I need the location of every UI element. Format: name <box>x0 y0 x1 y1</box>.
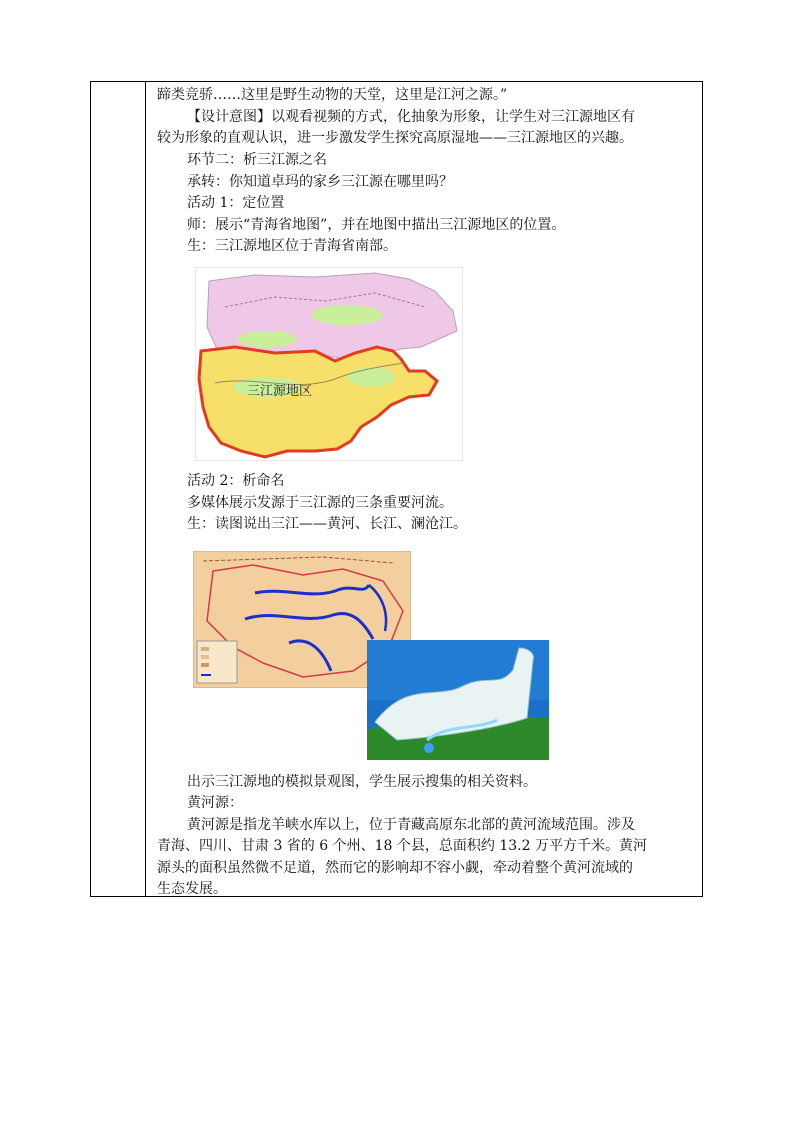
text-line: 生：三江源地区位于青海省南部。 <box>187 238 397 254</box>
section-heading: 环节二：析三江源之名 <box>187 152 327 168</box>
map-wetland-west <box>237 331 297 347</box>
sanjiangyuan-model-image <box>367 640 549 760</box>
text-line: 生：读图说出三江——黄河、长江、澜沧江。 <box>187 516 467 532</box>
activity-heading: 活动 2：析命名 <box>187 473 285 489</box>
lesson-table <box>90 81 703 897</box>
text-line: 师：展示“青海省地图”，并在地图中描出三江源地区的位置。 <box>187 217 566 233</box>
table-column-divider <box>145 82 146 896</box>
subsection-heading: 黄河源： <box>187 795 243 811</box>
table-column-label <box>91 82 146 896</box>
text-line: 黄河源是指龙羊峡水库以上，位于青藏高原东北部的黄河流域范围。涉及 <box>187 817 635 833</box>
activity-heading: 活动 1：定位置 <box>187 195 285 211</box>
text-line: 出示三江源地的模拟景观图，学生展示搜集的相关资料。 <box>187 774 537 790</box>
lesson-content <box>157 82 697 896</box>
text-line: 青海、四川、甘肃 3 省的 6 个州、18 个县，总面积约 13.2 万平方千米。黄河 <box>157 838 647 854</box>
text-line: 承转：你知道卓玛的家乡三江源在哪里吗？ <box>187 174 453 190</box>
map-wetland-north <box>311 305 383 325</box>
text-line: 蹄类竞骄……这里是野生动物的天堂，这里是江河之源。” <box>157 87 508 103</box>
map-region-label: 三江源地区 <box>247 384 313 399</box>
qinghai-map <box>195 267 463 461</box>
design-intent-line: 【设计意图】以观看视频的方式，化抽象为形象，让学生对三江源地区有 <box>187 109 635 125</box>
text-line: 多媒体展示发源于三江源的三条重要河流。 <box>187 495 453 511</box>
text-line: 源头的面积虽然微不足道，然而它的影响却不容小觑，牵动着整个黄河流域的 <box>157 860 633 876</box>
model-globe <box>424 743 434 753</box>
text-line: 较为形象的直观认识，进一步激发学生探究高原湿地——三江源地区的兴趣。 <box>157 130 633 146</box>
map-wetland-east <box>347 367 395 387</box>
text-line: 生态发展。 <box>157 881 227 897</box>
